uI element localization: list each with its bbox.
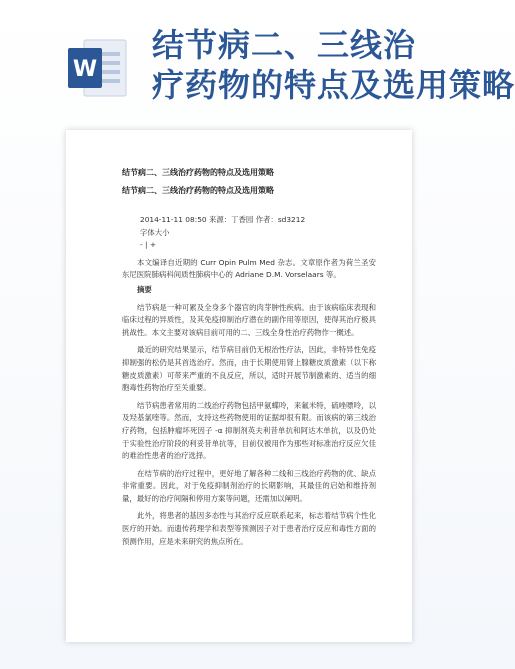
word-document-icon	[66, 34, 130, 102]
body-paragraph: 最近的研究结果显示，结节病目前仍无根治性疗法，因此，非特异性免疫抑制强的松仍是其首选治疗。然而，由于长期使用肾上腺糖皮质激素（以下称糖皮质激素）可带来严重的不良反应，所以，适时开展节制激素的、适当的细胞毒性药物治疗至关重要。	[122, 345, 376, 393]
font-size-controls[interactable]: - | +	[140, 240, 157, 250]
body-paragraph: 此外，将患者的基因多态性与其治疗反应联系起来，标志着结节病个性化医疗的开始。而遗传药理学和表型等预测因子对于患者治疗反应和毒性方面的预测作用，应是未来研究的焦点所在。	[122, 511, 376, 546]
article-meta: 2014-11-11 08:50 来源：丁香园 作者：sd3212	[140, 215, 306, 224]
document-body	[122, 164, 376, 548]
banner-title-line2: 疗药物的特点及选用策略	[152, 66, 515, 104]
document-page	[66, 130, 412, 642]
body-paragraph: 在结节病的治疗过程中，更好地了解各种二线和三线治疗药物的优、缺点非常重要。因此，对于免疫抑制剂治疗的长期影响，其最佳的启始和维持剂量，最好的治疗间隔和停用方案等问题，还需加以阐明。	[122, 468, 376, 503]
banner-title-line1: 结节病二、三线治	[152, 26, 417, 64]
document-title: 结节病二、三线治疗药物的特点及选用策略	[122, 168, 274, 177]
font-size-label: 字体大小	[140, 227, 170, 237]
body-paragraph: 结节病患者常用的二线治疗药物包括甲氨蝶呤，来氟米特，硫唑嘌呤，以及羟基氯喹等。然而，支持这些药物使用的证据却很有限。而该病的第三线治疗药物，包括肿瘤坏死因子 -α 抑制剂英夫利昔单抗和阿达木单抗，以及仍处于实验性治疗阶段的利妥昔单抗等，目前仅被用作为那些对标准治疗反应欠佳的难治性患者的治疗选择。	[122, 400, 376, 461]
intro-paragraph: 本文编译自近期的 Curr Opin Pulm Med 杂志。文章原作者为荷兰圣安东尼医院肺病科间质性肺病中心的 Adriane D.M. Vorselaars 等。	[122, 257, 376, 280]
document-title-repeat: 结节病二、三线治疗药物的特点及选用策略	[122, 186, 274, 195]
word-logo-letter: W	[72, 57, 98, 82]
body-paragraph: 结节病是一种可累及全身多个器官的肉芽肿性疾病。由于该病临床表现和临床过程的异质性，及其免疫抑制治疗潜在的副作用等原因，使得其治疗极具挑战性。本文主要对该病目前可用的二、三线全身性治疗药物作一概述。	[122, 302, 376, 337]
abstract-heading: 摘要	[137, 284, 152, 294]
banner	[0, 0, 515, 125]
